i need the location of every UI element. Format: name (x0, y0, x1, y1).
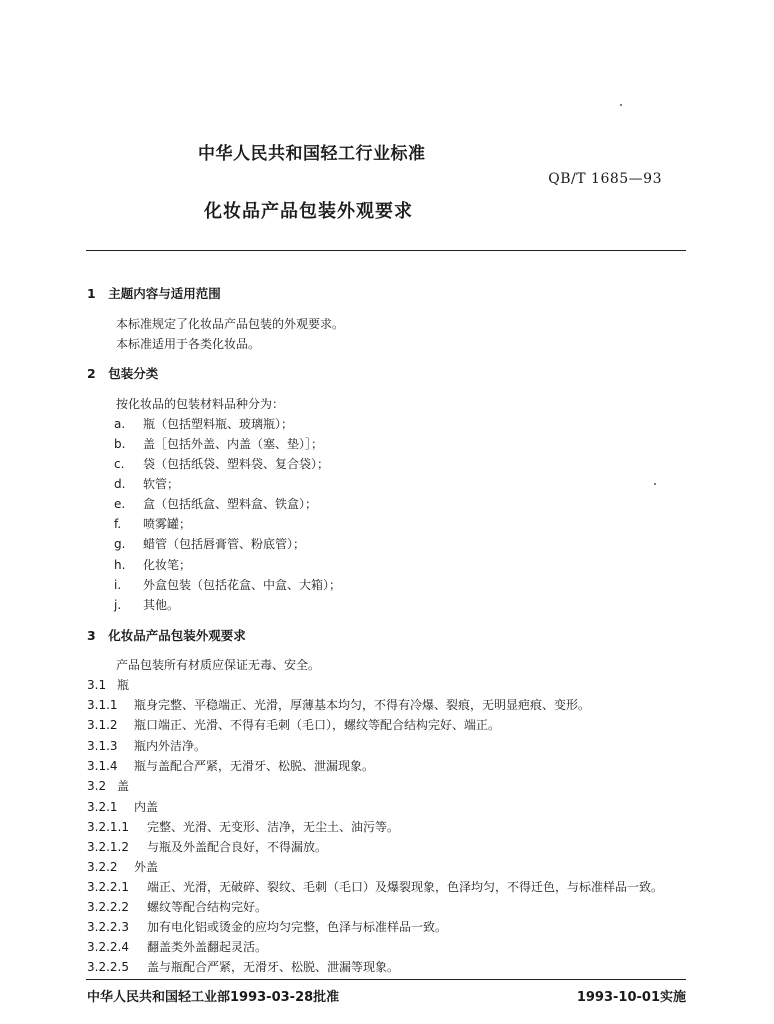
list-item (114, 415, 293, 432)
list-item-label: a. (114, 417, 126, 431)
clause-text: 螺纹等配合结构完好。 (147, 900, 268, 914)
section-2-intro: 按化妆品的包装材料品种分为： (116, 397, 285, 411)
clause-text: 瓶与盖配合严紧，无滑牙、松脱、泄漏现象。 (134, 759, 375, 773)
list-item (114, 596, 179, 613)
list-item (114, 435, 323, 452)
list-item-label: i. (114, 578, 122, 592)
clause-number: 3.2 (87, 779, 107, 793)
clause-number: 3.2.1 (87, 800, 118, 814)
list-item-text: 外盒包装（包括花盒、中盒、大箱）； (143, 578, 342, 592)
clause-text: 盖 (117, 779, 130, 793)
standard-title: 中华人民共和国轻工行业标准 (198, 144, 426, 164)
document-title: 化妆品产品包装外观要求 (204, 201, 413, 222)
list-item (114, 556, 191, 573)
effective-date: 1993-10-01实施 (576, 990, 686, 1005)
list-item-label: g. (114, 537, 126, 551)
clause (87, 938, 267, 955)
clause (87, 696, 590, 713)
list-item-text: 蜡管（包括唇膏管、粉底管）； (143, 537, 306, 551)
list-item-label: d. (114, 477, 126, 491)
list-item-text: 化妆笔； (143, 558, 192, 572)
list-item (114, 535, 305, 552)
scan-speck (654, 483, 656, 485)
clause (87, 818, 399, 835)
list-item-text: 盖［包括外盖、内盖（塞、垫）］； (143, 437, 324, 451)
list-item (114, 515, 191, 532)
header-divider (86, 250, 686, 251)
section-3-heading: 3 化妆品产品包装外观要求 (87, 628, 246, 643)
list-item-label: c. (114, 457, 125, 471)
list-item (114, 495, 317, 512)
standard-code: QB/T 1685—93 (548, 171, 662, 187)
section-1-heading: 1 主题内容与适用范围 (87, 286, 221, 301)
clause-text: 盖与瓶配合严紧，无滑牙、松脱、泄漏等现象。 (147, 960, 400, 974)
list-item (114, 455, 329, 472)
clause-text: 瓶身完整、平稳端正、光滑，厚薄基本均匀，不得有冷爆、裂痕，无明显疤痕、变形。 (134, 698, 591, 712)
clause-number: 3.1.3 (87, 739, 118, 753)
clause-number: 3.2.2.3 (87, 920, 129, 934)
clause (87, 858, 158, 875)
clause (87, 737, 206, 754)
clause (87, 716, 500, 733)
clause-number: 3.2.2.2 (87, 900, 129, 914)
list-item (114, 475, 179, 492)
clause-text: 加有电化铝或烫金的应均匀完整，色泽与标准样品一致。 (147, 920, 448, 934)
clause-number: 3.1.2 (87, 718, 118, 732)
list-item-text: 喷雾罐； (143, 517, 192, 531)
clause (87, 918, 447, 935)
list-item-label: j. (114, 598, 122, 612)
clause-number: 3.1.1 (87, 698, 118, 712)
section-1-line: 本标准规定了化妆品产品包装的外观要求。 (116, 317, 345, 331)
clause-text: 翻盖类外盖翻起灵活。 (147, 940, 268, 954)
list-item-text: 袋（包括纸袋、塑料袋、复合袋）； (143, 457, 330, 471)
clause-text: 外盖 (134, 860, 159, 874)
clause-number: 3.2.2.5 (87, 960, 129, 974)
clause-text: 瓶内外洁净。 (134, 739, 207, 753)
list-item-text: 瓶（包括塑料瓶、玻璃瓶）； (143, 417, 294, 431)
list-item-text: 其他。 (143, 598, 180, 612)
list-item-label: f. (114, 517, 122, 531)
clause-number: 3.2.1.1 (87, 820, 129, 834)
list-item-text: 盒（包括纸盒、塑料盒、铁盒）； (143, 497, 318, 511)
clause-text: 端正、光滑，无破碎、裂纹、毛刺（毛口）及爆裂现象，色泽均匀，不得迁色，与标准样品一致。 (147, 880, 664, 894)
clause (87, 898, 267, 915)
approval-line: 中华人民共和国轻工业部1993-03-28批准 (87, 990, 340, 1005)
clause (87, 757, 374, 774)
clause (87, 878, 663, 895)
clause (87, 958, 399, 975)
list-item-text: 软管； (143, 477, 180, 491)
clause (87, 798, 158, 815)
clause-number: 3.2.2.1 (87, 880, 129, 894)
clause-text: 内盖 (134, 800, 159, 814)
clause-number: 3.2.2 (87, 860, 118, 874)
clause-text: 完整、光滑、无变形、洁净，无尘土、油污等。 (147, 820, 400, 834)
clause-number: 3.2.2.4 (87, 940, 129, 954)
footer-divider (86, 979, 686, 980)
scan-speck (620, 104, 622, 106)
list-item-label: b. (114, 437, 126, 451)
clause (87, 777, 129, 794)
list-item (114, 576, 341, 593)
section-1-line: 本标准适用于各类化妆品。 (116, 337, 261, 351)
clause-number: 3.1.4 (87, 759, 118, 773)
clause (87, 838, 327, 855)
section-2-heading: 2 包装分类 (87, 366, 159, 381)
clause (87, 676, 129, 693)
clause-text: 与瓶及外盖配合良好，不得漏放。 (147, 840, 328, 854)
list-item-label: h. (114, 558, 126, 572)
list-item-label: e. (114, 497, 126, 511)
clause-number: 3.1 (87, 678, 107, 692)
section-3-intro: 产品包装所有材质应保证无毒、安全。 (116, 658, 321, 672)
clause-text: 瓶 (117, 678, 130, 692)
clause-number: 3.2.1.2 (87, 840, 129, 854)
clause-text: 瓶口端正、光滑、不得有毛刺（毛口），螺纹等配合结构完好、端正。 (134, 718, 501, 732)
